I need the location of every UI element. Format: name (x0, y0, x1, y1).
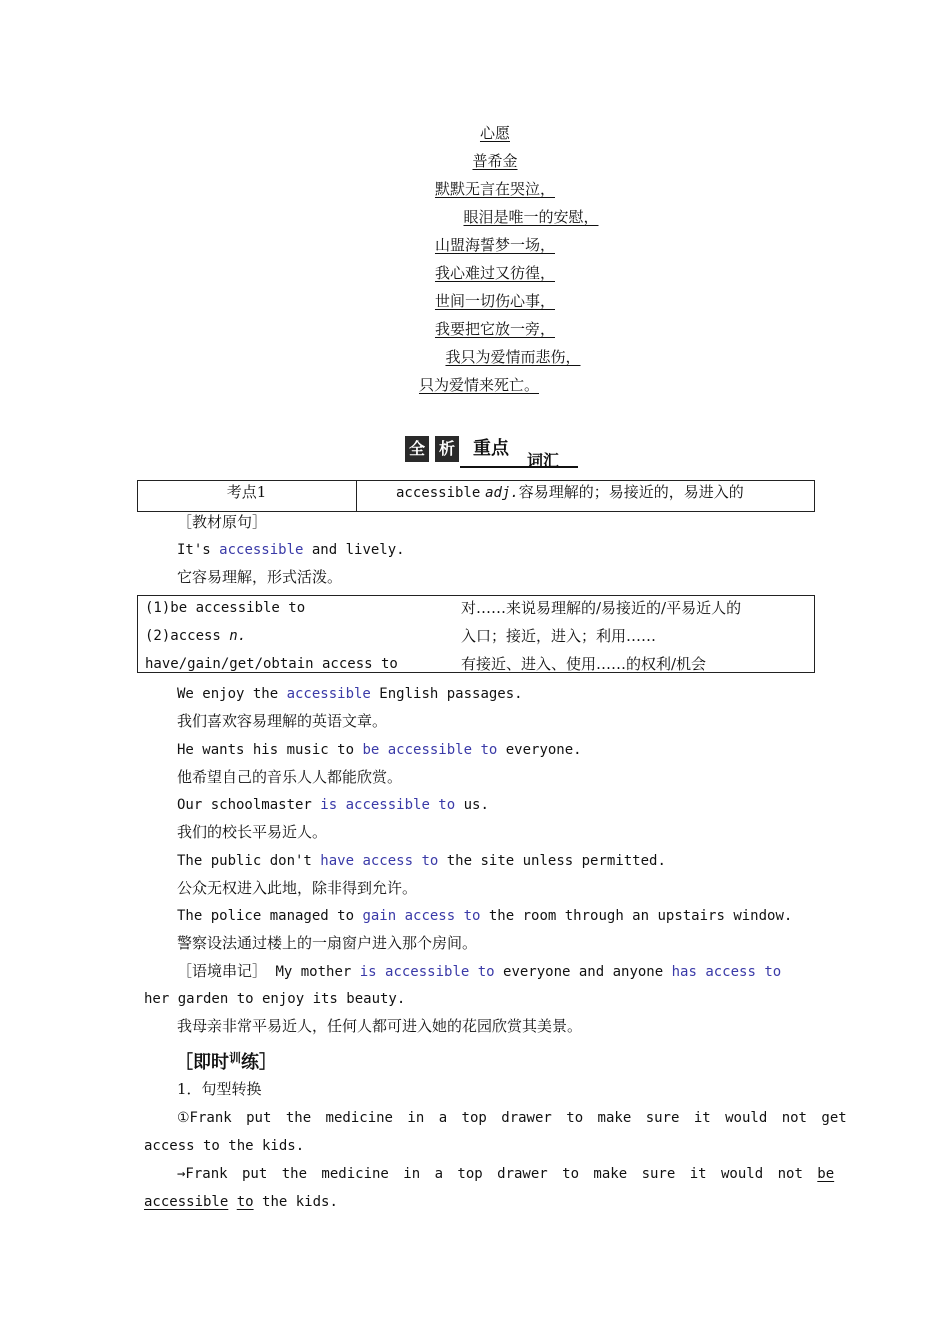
banner-char-box: 析 (435, 436, 459, 462)
context-chinese: 我母亲非常平易近人，任何人都可进入她的花园欣赏其美景。 (177, 1017, 583, 1035)
question-sentence: ①Frank put the medicine in a top drawer to make sure it would not get (177, 1110, 847, 1126)
example-chinese: 我们喜欢容易理解的英语文章。 (177, 712, 388, 730)
phrase-cell: 入口；接近，进入；利用…… (461, 627, 657, 645)
poem-line: 我心难过又彷徨， (434, 264, 555, 282)
poem-line: 眼泪是唯一的安慰， (463, 208, 599, 226)
context-sentence: ［语境串记］ My mother is accessible to everyone and anyone has access to (177, 962, 782, 980)
keyword: be accessible to (362, 742, 498, 758)
answer-blank: accessible (144, 1194, 229, 1210)
point-label: 考点1 (226, 483, 267, 501)
phrase-cell: (2)access n. (145, 628, 247, 644)
keyword: accessible (219, 542, 304, 558)
answer-blank: to (236, 1194, 254, 1210)
poem-author: 普希金 (472, 152, 518, 170)
example-english: The public don't have access to the site unless permitted. (177, 853, 666, 869)
example-chinese: 我们的校长平易近人。 (177, 823, 328, 841)
poem-line: 我要把它放一旁， (434, 320, 555, 338)
context-heading: ［语境串记］ (177, 962, 268, 980)
poem-line: 世间一切伤心事， (434, 292, 555, 310)
answer-sentence-cont: accessible to the kids. (144, 1194, 338, 1210)
banner-word: 词汇 (527, 451, 560, 470)
point-word: accessible (396, 485, 481, 501)
source-english: It's accessible and lively. (177, 542, 405, 558)
point-definition (396, 482, 744, 503)
example-english: He wants his music to be accessible to everyone. (177, 742, 582, 758)
question-sentence-cont: access to the kids. (144, 1138, 305, 1154)
poem-line: 山盟海誓梦一场， (434, 236, 555, 254)
keyword: is accessible to (359, 964, 495, 980)
keyword: have access to (320, 853, 439, 869)
practice-heading: ［即时$^训$练］ (175, 1051, 278, 1073)
poem-title: 心愿 (479, 124, 510, 142)
example-english: Our schoolmaster is accessible to us. (177, 797, 489, 813)
keyword: accessible (286, 686, 371, 702)
phrase-cell: 有接近、进入、使用……的权利/机会 (461, 655, 707, 673)
example-english: The police managed to gain access to the room through an upstairs window. (177, 908, 793, 924)
poem-line: 我只为爱情而悲伤， (445, 348, 581, 366)
point-pos: adj. (485, 485, 519, 501)
example-chinese: 公众无权进入此地，除非得到允许。 (177, 879, 418, 897)
phrase-cell: (1)be accessible to (145, 600, 306, 616)
keyword: is accessible to (320, 797, 456, 813)
example-english: We enjoy the accessible English passages. (177, 686, 523, 702)
banner-underline (460, 466, 578, 468)
example-chinese: 他希望自己的音乐人人都能欣赏。 (177, 768, 403, 786)
answer-sentence: →Frank put the medicine in a top drawer to make sure it would not be (177, 1166, 835, 1182)
keyword: gain access to (362, 908, 481, 924)
example-chinese: 警察设法通过楼上的一扇窗户进入那个房间。 (177, 934, 478, 952)
question-title: 1．句型转换 (177, 1080, 262, 1098)
phrase-cell: 对……来说易理解的/易接近的/平易近人的 (461, 599, 742, 617)
poem-line: 只为爱情来死亡。 (418, 376, 539, 394)
answer-blank: be (817, 1166, 835, 1182)
source-chinese: 它容易理解，形式活泼。 (177, 568, 343, 586)
keyword: has access to (671, 964, 782, 980)
banner-char-box: 全 (405, 436, 429, 462)
point-meaning: 容易理解的；易接近的，易进入的 (518, 483, 744, 501)
section-banner (405, 436, 585, 470)
banner-word: 重点 (473, 438, 509, 459)
table-divider (356, 480, 357, 511)
source-heading: ［教材原句］ (177, 513, 268, 531)
phrase-cell: have/gain/get/obtain access to (145, 656, 398, 672)
context-sentence-cont: her garden to enjoy its beauty. (144, 991, 406, 1007)
poem-line: 默默无言在哭泣， (434, 180, 555, 198)
